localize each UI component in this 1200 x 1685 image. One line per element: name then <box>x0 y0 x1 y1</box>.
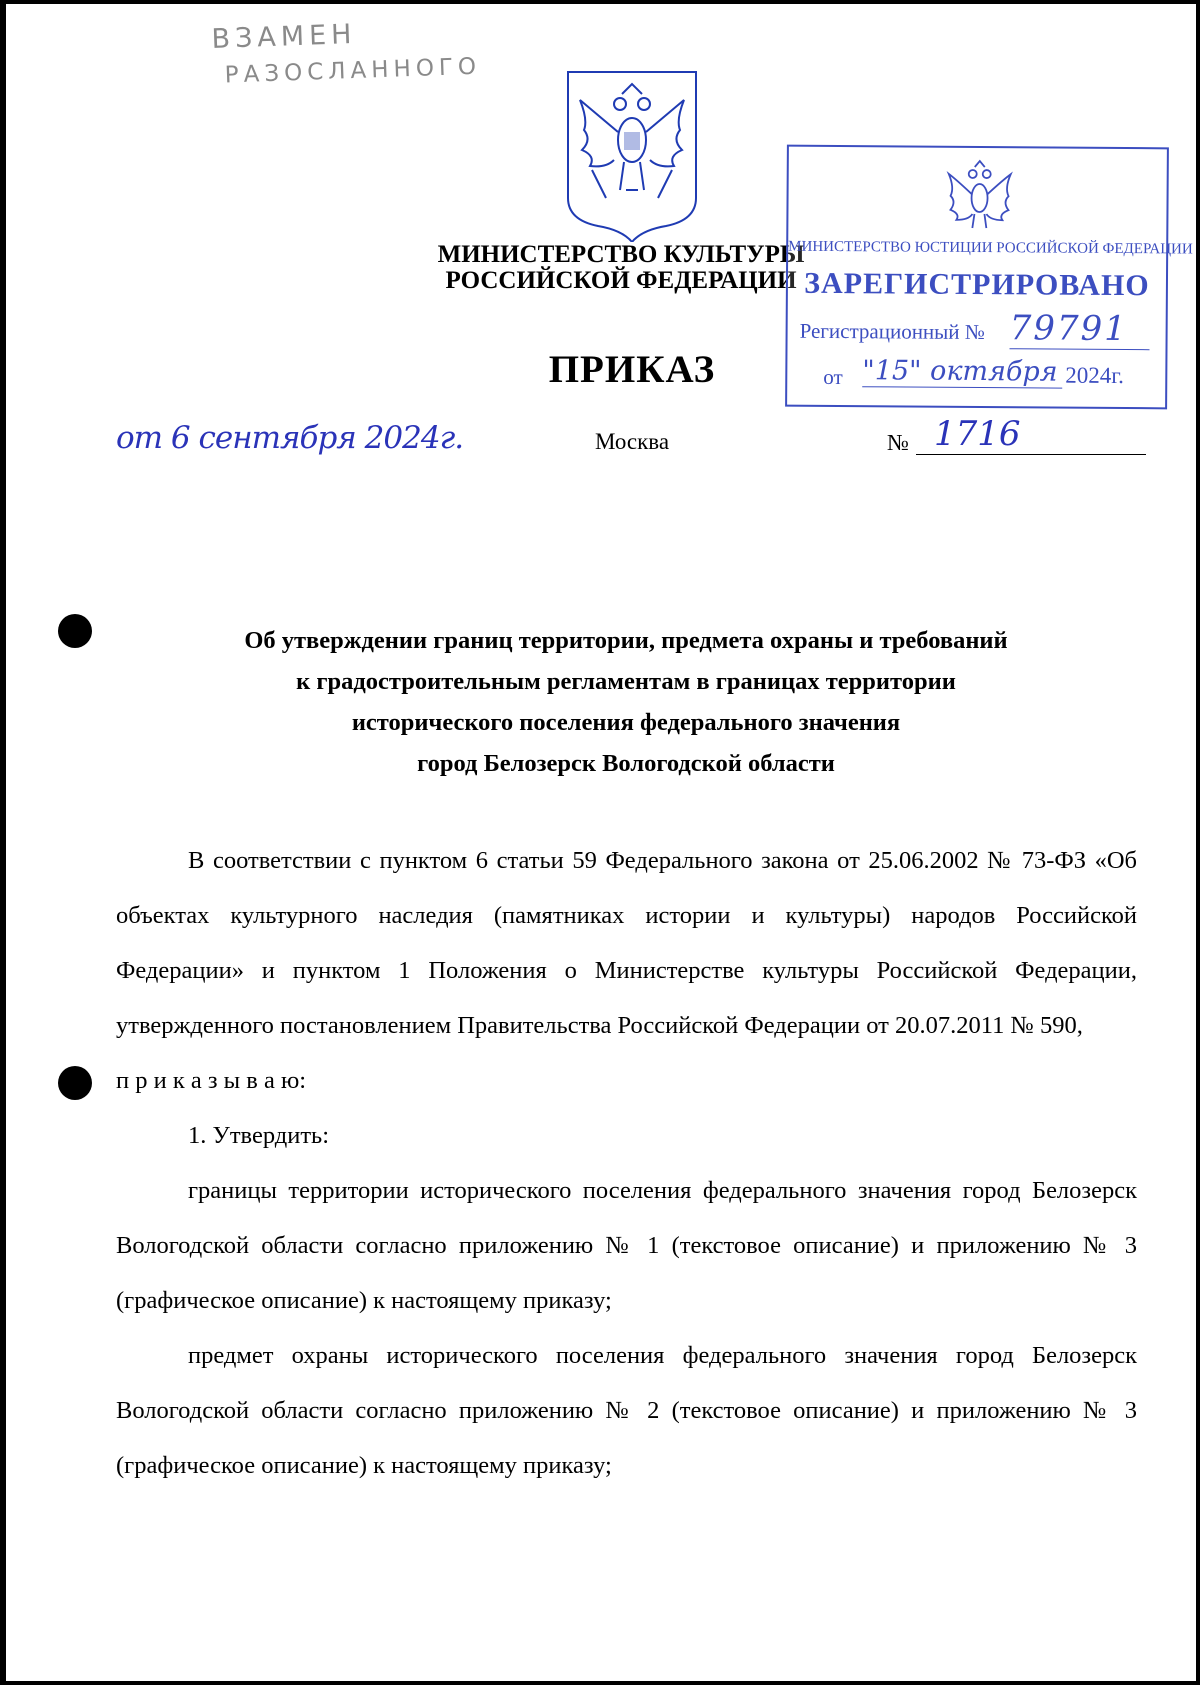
order-title-line: к градостроительным регламентам в границах территории <box>296 668 956 695</box>
stamp-date-prefix: от <box>823 364 843 390</box>
preamble-paragraph: В соответствии с пунктом 6 статьи 59 Федерального закона от 25.06.2002 № 73-ФЗ «Об объектах культурного наследия (памятниках истории и культуры) народов Российской Федерации» и пунктом 1 Положения о Министерстве культуры Российской Федерации, утвержденного постановлением Правительства Российской Федерации от 20.07.2011 № 590, <box>116 847 1137 1039</box>
ministry-name <box>426 242 816 294</box>
stamp-emblem-icon <box>944 158 1015 230</box>
handwritten-note-line-2: РАЗОСЛАННОГО <box>224 53 482 89</box>
item-1: 1. Утвердить: <box>188 1122 330 1149</box>
document-page <box>6 4 1196 1681</box>
order-number: 1716 <box>934 414 1021 454</box>
order-number-underline <box>916 454 1146 455</box>
ministry-name-line-2: РОССИЙСКОЙ ФЕДЕРАЦИИ <box>445 267 797 294</box>
handwritten-note <box>211 15 482 97</box>
coat-of-arms-emblem <box>562 70 702 242</box>
order-number-label: № <box>887 430 909 455</box>
order-date: от 6 сентября 2024г. <box>116 420 464 456</box>
borders-paragraph: границы территории исторического поселения федерального значения город Белозерск Вологодской области согласно приложению № 1 (текстовое описание) и приложению № 3 (графическое описание) к настоящему приказу; <box>116 1177 1137 1314</box>
order-title <box>116 620 1136 784</box>
stamp-date: "15" октября <box>862 355 1062 388</box>
stamp-reg-number: 79791 <box>1009 308 1149 350</box>
order-body <box>116 833 1137 1493</box>
order-title-line: город Белозерск Вологодской области <box>417 750 835 777</box>
stamp-ministry: МИНИСТЕРСТВО ЮСТИЦИИ РОССИЙСКОЙ ФЕДЕРАЦИИ <box>788 238 1193 258</box>
document-type-heading: ПРИКАЗ <box>548 348 716 391</box>
stamp-status: ЗАРЕГИСТРИРОВАНО <box>804 266 1150 303</box>
order-title-line: Об утверждении границ территории, предмета охраны и требований <box>244 627 1008 654</box>
punch-hole <box>58 1066 92 1100</box>
city: Москва <box>594 429 670 454</box>
handwritten-note-line-1: ВЗАМЕН <box>211 18 357 55</box>
registration-stamp <box>785 145 1193 410</box>
order-word: п р и к а з ы в а ю: <box>116 1067 307 1094</box>
stamp-year: 2024г. <box>1065 362 1124 389</box>
stamp-reg-label: Регистрационный № <box>799 318 985 345</box>
subject-paragraph: предмет охраны исторического поселения федерального значения город Белозерск Вологодской области согласно приложению № 2 (текстовое описание) и приложению № 3 (графическое описание) к настоящему приказу; <box>116 1342 1137 1479</box>
punch-hole <box>58 614 92 648</box>
order-title-line: исторического поселения федерального значения <box>351 709 901 736</box>
ministry-name-line-1: МИНИСТЕРСТВО КУЛЬТУРЫ <box>437 241 805 268</box>
